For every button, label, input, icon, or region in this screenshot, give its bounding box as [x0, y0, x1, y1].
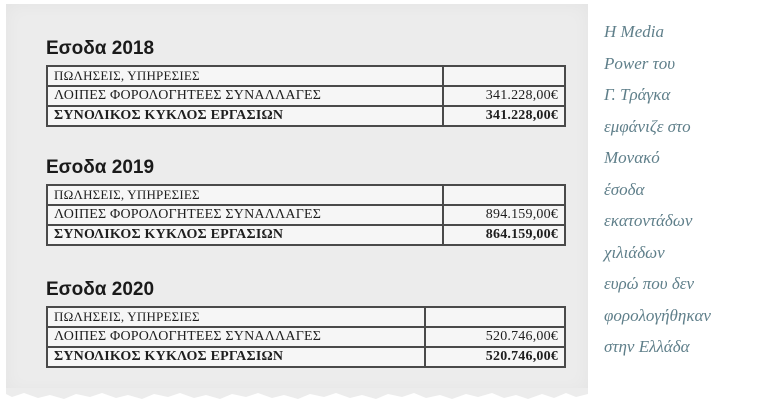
row-label: ΣΥΝΟΛΙΚΟΣ ΚΥΚΛΟΣ ΕΡΓΑΣΙΩΝ [47, 347, 425, 367]
income-table [46, 65, 566, 127]
table-row [47, 86, 565, 106]
table-row [47, 185, 565, 205]
row-amount: 341.228,00€ [443, 86, 565, 106]
row-label: ΣΥΝΟΛΙΚΟΣ ΚΥΚΛΟΣ ΕΡΓΑΣΙΩΝ [47, 225, 443, 245]
section-title: Εσοδα 2018 [46, 38, 155, 59]
income-table [46, 184, 566, 246]
caption-line: εμφάνιζε στο [604, 116, 691, 136]
caption-line: εκατοντάδων [604, 211, 693, 230]
caption-line: Power του [604, 53, 676, 73]
photo-caption [604, 16, 754, 363]
row-label: ΣΥΝΟΛΙΚΟΣ ΚΥΚΛΟΣ ΕΡΓΑΣΙΩΝ [47, 106, 443, 126]
document-clipping [6, 4, 588, 392]
caption-line: ευρώ που δεν [604, 274, 694, 293]
torn-paper-edge [6, 388, 588, 404]
row-label: ΠΩΛΗΣΕΙΣ, ΥΠΗΡΕΣΙΕΣ [47, 185, 443, 205]
row-amount: 864.159,00€ [443, 225, 565, 245]
caption-line: φορολογήθηκαν [604, 305, 711, 325]
row-label: ΛΟΙΠΕΣ ΦΟΡΟΛΟΓΗΤΕΕΣ ΣΥΝΑΛΛΑΓΕΣ [47, 205, 443, 225]
table-row-total [47, 225, 565, 245]
table-row-total [47, 106, 565, 126]
income-section-2018 [46, 38, 566, 127]
income-table [46, 306, 566, 368]
table-row-total [47, 347, 565, 367]
caption-line: στην Ελλάδα [604, 337, 690, 356]
row-label: ΛΟΙΠΕΣ ΦΟΡΟΛΟΓΗΤΕΕΣ ΣΥΝΑΛΛΑΓΕΣ [47, 327, 425, 347]
row-amount: 341.228,00€ [443, 106, 565, 126]
row-amount [443, 66, 565, 86]
caption-line: Μονακό [604, 148, 660, 167]
row-amount [425, 307, 565, 327]
row-amount [443, 185, 565, 205]
table-row [47, 66, 565, 86]
row-amount: 520.746,00€ [425, 347, 565, 367]
row-amount: 894.159,00€ [443, 205, 565, 225]
caption-line: Η Media [604, 22, 664, 41]
caption-line: Γ. Τράγκα [604, 85, 671, 104]
row-label: ΛΟΙΠΕΣ ΦΟΡΟΛΟΓΗΤΕΕΣ ΣΥΝΑΛΛΑΓΕΣ [47, 86, 443, 106]
income-section-2020 [46, 279, 566, 368]
clipping-content [6, 4, 588, 376]
table-row [47, 327, 565, 347]
income-section-2019 [46, 157, 566, 246]
section-title: Εσοδα 2020 [46, 279, 155, 300]
row-label: ΠΩΛΗΣΕΙΣ, ΥΠΗΡΕΣΙΕΣ [47, 66, 443, 86]
caption-line: χιλιάδων [604, 242, 665, 262]
row-amount: 520.746,00€ [425, 327, 565, 347]
table-row [47, 205, 565, 225]
table-row [47, 307, 565, 327]
row-label: ΠΩΛΗΣΕΙΣ, ΥΠΗΡΕΣΙΕΣ [47, 307, 425, 327]
section-title: Εσοδα 2019 [46, 157, 155, 178]
caption-line: έσοδα [604, 179, 645, 199]
